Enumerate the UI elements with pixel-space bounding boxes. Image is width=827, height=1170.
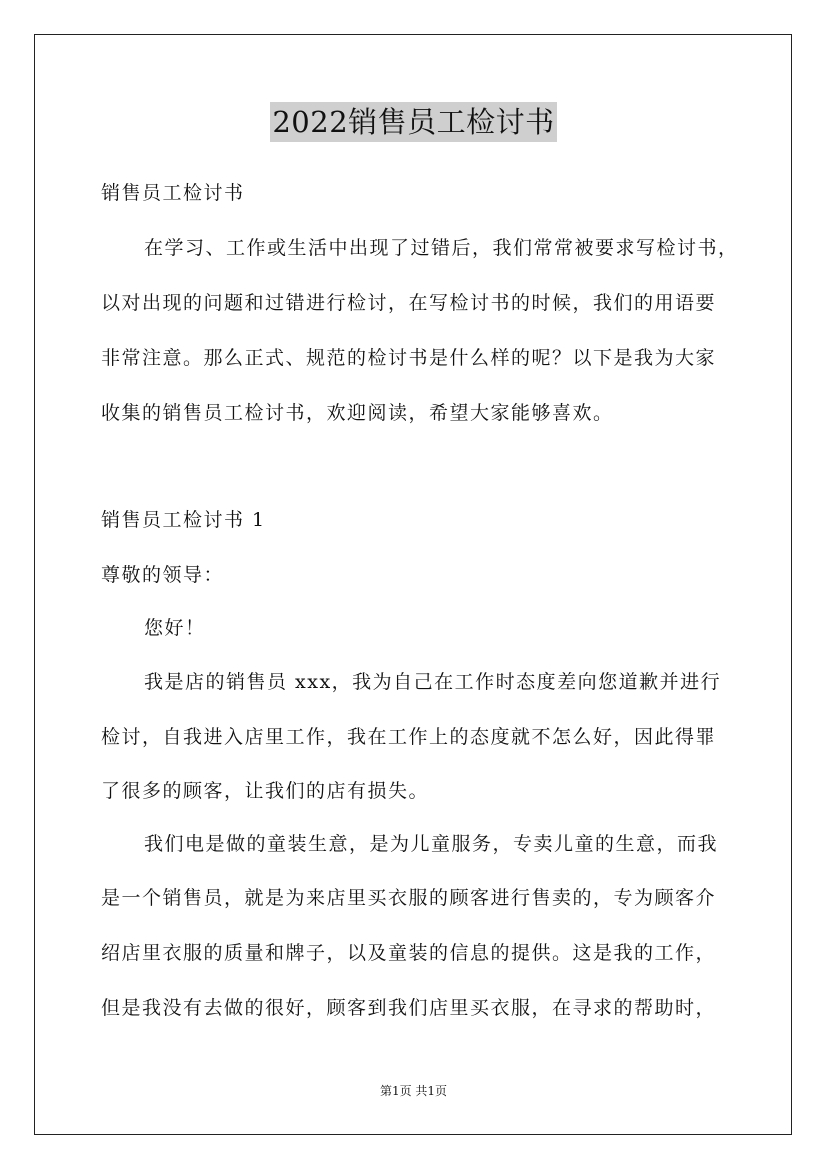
para2-line-3: 绍店里衣服的质量和牌子，以及童装的信息的提供。这是我的工作， xyxy=(101,942,717,964)
para1-line-2: 检讨，自我进入店里工作，我在工作上的态度就不怎么好，因此得罪 xyxy=(101,726,717,748)
subtitle: 销售员工检讨书 xyxy=(101,182,245,204)
salutation: 尊敬的领导： xyxy=(101,564,225,586)
para1-line-3: 了很多的顾客，让我们的店有损失。 xyxy=(101,780,430,802)
para1-line-1: 我是店的销售员 xxx，我为自己在工作时态度差向您道歉并进行 xyxy=(144,671,722,693)
intro-line-1: 在学习、工作或生活中出现了过错后，我们常常被要求写检讨书， xyxy=(144,237,739,259)
document-title: 2022销售员工检讨书 xyxy=(270,102,556,142)
intro-line-2: 以对出现的问题和过错进行检讨，在写检讨书的时候，我们的用语要 xyxy=(101,292,717,314)
page-footer: 第1页 共1页 xyxy=(379,1084,448,1098)
section-heading: 销售员工检讨书 1 xyxy=(101,509,266,531)
para2-line-4: 但是我没有去做的很好，顾客到我们店里买衣服，在寻求的帮助时， xyxy=(101,997,717,1019)
para2-line-2: 是一个销售员，就是为来店里买衣服的顾客进行售卖的，专为顾客介 xyxy=(101,887,717,909)
title-container xyxy=(0,102,827,142)
greeting: 您好！ xyxy=(144,617,206,639)
para2-line-1: 我们电是做的童装生意，是为儿童服务，专卖儿童的生意，而我 xyxy=(144,833,719,855)
intro-line-3: 非常注意。那么正式、规范的检讨书是什么样的呢？以下是我为大家 xyxy=(101,347,717,369)
intro-line-4: 收集的销售员工检讨书，欢迎阅读，希望大家能够喜欢。 xyxy=(101,402,614,424)
